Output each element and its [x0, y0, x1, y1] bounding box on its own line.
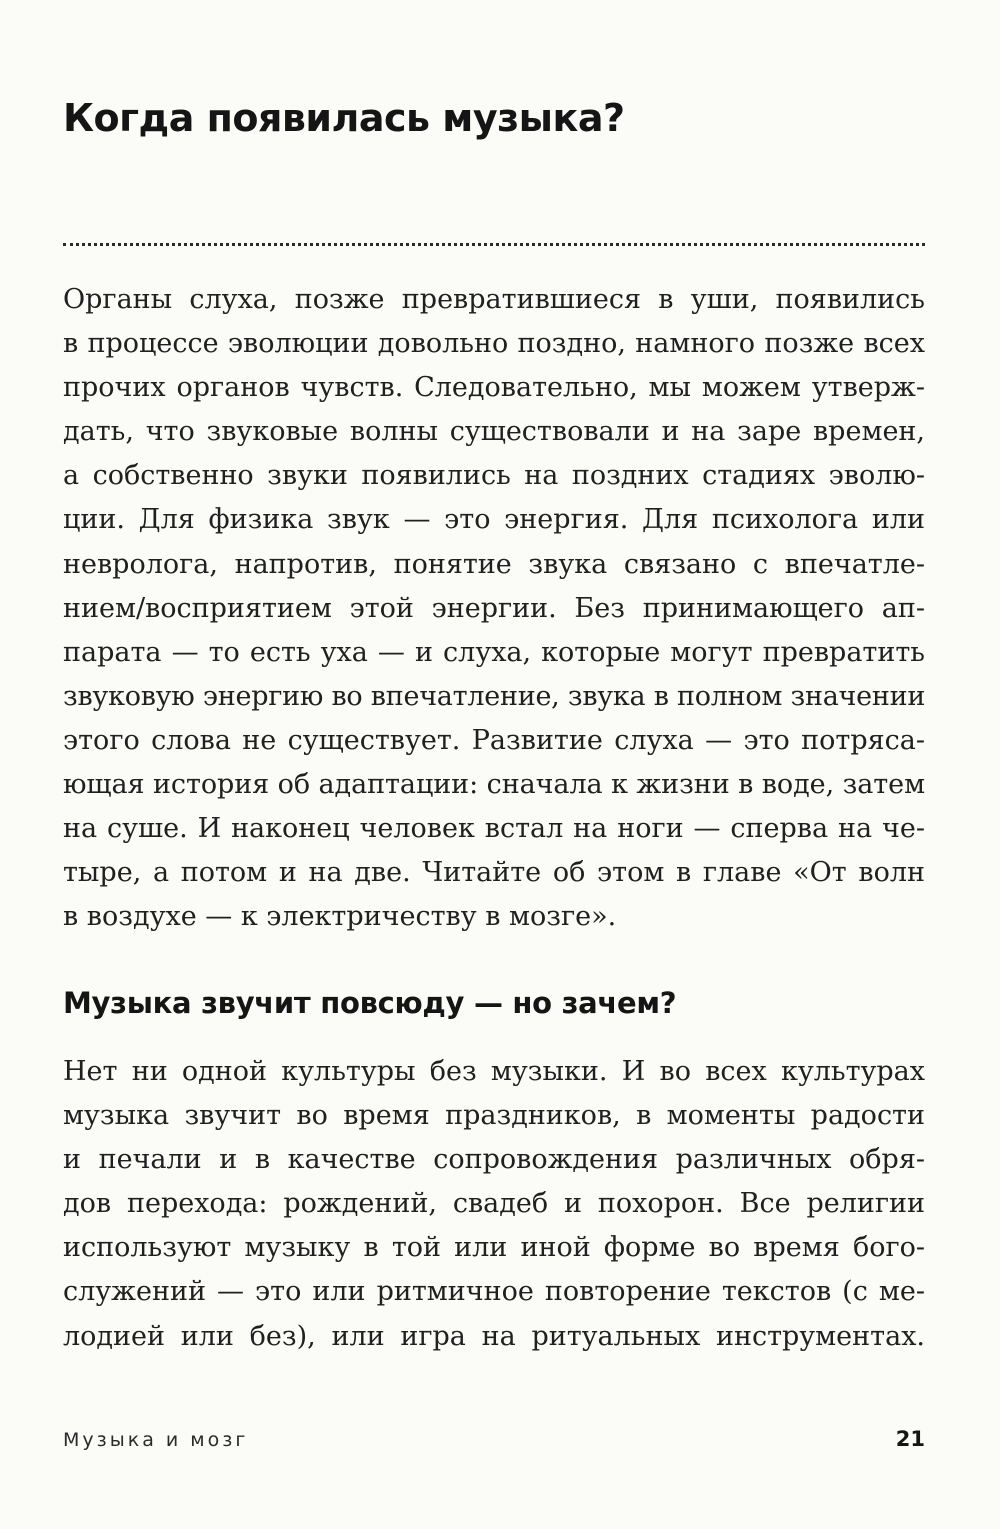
- text-line: в воздухе — к электричеству в мозге».: [63, 901, 617, 933]
- running-footer-title: Музыка и мозг: [63, 1429, 249, 1451]
- text-line: в процессе эволюции довольно поздно, намного позже всех: [63, 328, 925, 360]
- book-page: [63, 0, 925, 1529]
- text-line: дать, что звуковые волны существовали и на заре времен,: [63, 416, 925, 448]
- paragraph-2: [63, 1050, 925, 1359]
- text-line: тыре, а потом и на две. Читайте об этом в главе «От волн: [63, 857, 925, 889]
- text-line: на суше. И наконец человек встал на ноги — сперва на че-: [63, 813, 925, 845]
- text-line: этого слова не существует. Развитие слуха — это потряса-: [63, 724, 925, 756]
- text-line: Органы слуха, позже превратившиеся в уши, появились: [63, 284, 925, 315]
- text-line: Нет ни одной культуры без музыки. И во всех культурах: [63, 1056, 925, 1087]
- text-line: прочих органов чувств. Следовательно, мы можем утверж-: [63, 372, 925, 404]
- text-line: лодией или без), или игра на ритуальных инструментах.: [63, 1320, 925, 1352]
- text-line: служений — это или ритмичное повторение текстов (с ме-: [63, 1276, 925, 1308]
- text-line: ющая история об адаптации: сначала к жизни в воде, затем: [63, 769, 925, 801]
- text-line: нием/восприятием этой энергии. Без принимающего ап-: [63, 592, 925, 624]
- chapter-title: Когда появилась музыка?: [63, 96, 625, 140]
- page-number: 21: [895, 1427, 925, 1451]
- dotted-divider: [63, 243, 925, 246]
- text-line: используют музыку в той или иной форме во время бого-: [63, 1232, 925, 1264]
- text-line: звуковую энергию во впечатление, звука в полном значении: [63, 680, 926, 712]
- text-line: музыка звучит во время праздников, в моменты радости: [63, 1100, 925, 1132]
- text-line: и печали и в качестве сопровождения различных обря-: [63, 1144, 925, 1176]
- text-line: дов перехода: рождений, свадеб и похорон. Все религии: [63, 1188, 925, 1220]
- text-line: а собственно звуки появились на поздних стадиях эволю-: [63, 460, 925, 492]
- text-line: парата — то есть уха — и слуха, которые могут превратить: [63, 636, 925, 668]
- paragraph-1: [63, 278, 925, 939]
- text-line: ции. Для физика звук — это энергия. Для психолога или: [63, 504, 925, 536]
- section-title: Музыка звучит повсюду — но зачем?: [63, 986, 677, 1020]
- text-line: невролога, напротив, понятие звука связано с впечатле-: [63, 548, 925, 580]
